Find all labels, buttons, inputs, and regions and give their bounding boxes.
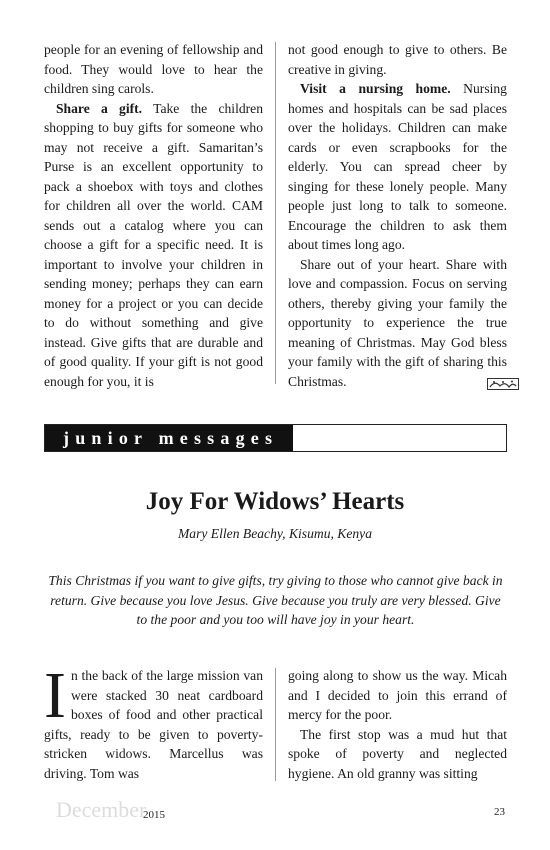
article-byline: Mary Ellen Beachy, Kisumu, Kenya — [177, 526, 373, 541]
article-title: Joy For Widows’ Hearts — [145, 488, 405, 515]
column-divider — [275, 668, 276, 781]
paragraph — [44, 99, 263, 392]
paragraph — [288, 79, 507, 255]
drop-cap: I — [44, 659, 66, 732]
footer-month: December — [56, 797, 147, 822]
bottom-left-column — [44, 659, 263, 783]
paragraph — [288, 255, 507, 392]
section-label: junior messages — [63, 428, 279, 448]
paragraph-lead: Visit a nursing home. — [300, 81, 451, 96]
paragraph: going along to show us the way. Micah and I decided to join this errand of mercy for the poor. — [288, 668, 507, 722]
top-left-column — [44, 40, 263, 391]
paragraph-text: Share out of your heart. Share with love and compassion. Focus on serving others, thereby giving your family the opportunity to experience the true meaning of Christmas. May God bless your family with the gift of sharing this Christmas. — [288, 256, 507, 389]
section-banner — [44, 424, 507, 452]
paragraph-text: Nursing homes and hospitals can be sad places over the holidays. Children can make cards or even scrapbooks for the elderly. You can spread cheer by singing for these lonely people. Many people just long to talk to someone. Encourage the children to ask them about times long ago. — [288, 81, 507, 252]
paragraph: people for an evening of fellowship and food. They would love to hear the children sing carols. — [44, 42, 263, 96]
footer-year: 2015 — [143, 809, 165, 821]
paragraph-text: n the back of the large mission van were stacked 30 neat cardboard boxes of food and other practical gifts, ready to be given to poverty-stricken widows. Marcellus was driving. Tom was — [44, 668, 263, 781]
paragraph: The first stop was a mud hut that spoke of poverty and neglected hygiene. An old granny was sitting — [288, 726, 507, 781]
paragraph — [44, 659, 263, 783]
paragraph-text: Take the children shopping to buy gifts for someone who may not receive a gift. Samaritan’s Purse is an excellent opportunity to pack a shoebox with toys and clothes for children all over the world. CAM sends out a catalog where you can choose a gift for a specific need. It is important to involve your children in sending money; perhaps they can earn money for a project or you can decide to do without something and give instead. Give gifts that are durable and of good quality. If your gift is not good enough for you, it is — [44, 100, 263, 389]
bottom-right-column — [288, 666, 507, 783]
column-divider — [275, 42, 276, 384]
article-intro: This Christmas if you want to give gifts, try giving to those who cannot give back in return. Give because you love Jesus. Give because you truly are very blessed. Give to the poor and you too will have joy in your heart. — [48, 573, 503, 627]
section-banner-bar — [45, 425, 293, 451]
paragraph: not good enough to give to others. Be creative in giving. — [288, 42, 507, 77]
page-number: 23 — [494, 806, 505, 818]
paragraph-lead: Share a gift. — [56, 100, 143, 116]
top-right-column — [288, 40, 507, 391]
end-of-article-icon — [475, 376, 507, 388]
